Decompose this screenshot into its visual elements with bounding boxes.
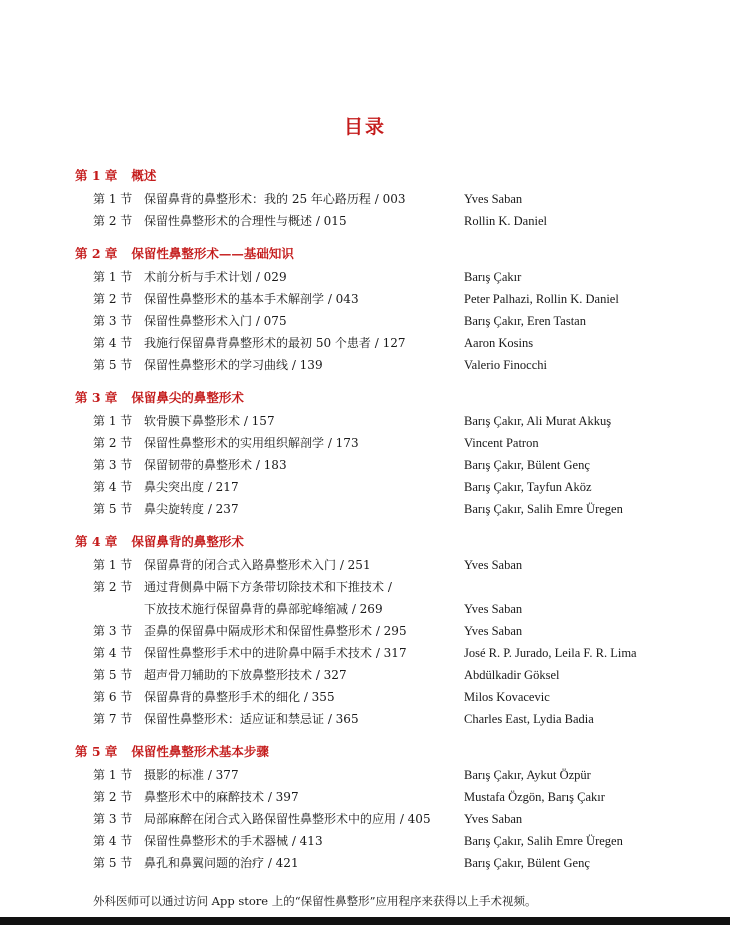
section-number: 第 7 节 [93,712,133,726]
section-author: Barış Çakır, Tayfun Aköz [464,480,592,494]
section-title: 保留性鼻整形术的学习曲线 / 139 [144,358,323,372]
section-author: Barış Çakır, Bülent Genç [464,458,590,472]
section-title: 保留性鼻整形术的合理性与概述 / 015 [144,214,347,228]
section-number: 第 2 节 [93,292,133,306]
section-title: 软骨膜下鼻整形术 / 157 [144,414,275,428]
section-author: Aaron Kosins [464,336,534,350]
section-title: 鼻整形术中的麻醉技术 / 397 [144,790,299,804]
section-title: 保留鼻背的鼻整形手术的细化 / 355 [144,690,335,704]
section-author: Barış Çakır, Eren Tastan [464,314,586,328]
section-number: 第 5 节 [93,358,133,372]
chapter-name: 保留性鼻整形术——基础知识 [131,246,294,261]
section-title: 鼻孔和鼻翼问题的治疗 / 421 [144,856,299,870]
toc-entry[interactable] [0,620,730,642]
section-number: 第 3 节 [93,458,133,472]
section-author: Milos Kovacevic [464,690,550,704]
section-author: Rollin K. Daniel [464,214,547,228]
section-title: 保留性鼻整形术的手术器械 / 413 [144,834,323,848]
section-number: 第 3 节 [93,624,133,638]
chapter-name: 保留鼻尖的鼻整形术 [131,390,244,405]
toc-entry[interactable] [0,476,730,498]
toc-entry[interactable] [0,432,730,454]
toc-entry[interactable] [0,266,730,288]
toc-entry[interactable] [0,786,730,808]
section-author: Yves Saban [464,602,523,616]
chapter-title[interactable] [0,532,730,552]
section-title: 保留性鼻整形术入门 / 075 [144,314,287,328]
section-number: 第 5 节 [93,856,133,870]
section-number: 第 1 节 [93,270,133,284]
section-author: Barış Çakır, Salih Emre Üregen [464,502,623,516]
toc-entry[interactable] [0,410,730,432]
chapter [0,244,730,376]
toc-entry[interactable] [0,332,730,354]
bottom-bar [0,917,730,925]
toc-entry[interactable] [0,830,730,852]
section-title: 保留韧带的鼻整形术 / 183 [144,458,287,472]
section-title: 我施行保留鼻背鼻整形术的最初 50 个患者 / 127 [144,336,406,350]
toc-entry[interactable] [0,708,730,730]
section-number: 第 4 节 [93,646,133,660]
chapter-title[interactable] [0,244,730,264]
section-title: 摄影的标准 / 377 [144,768,239,782]
chapter-name: 保留鼻背的鼻整形术 [131,534,244,549]
toc-entry[interactable] [0,498,730,520]
section-title: 保留性鼻整形手术中的进阶鼻中隔手术技术 / 317 [144,646,407,660]
section-author: Abdülkadir Göksel [464,668,560,682]
section-author: Barış Çakır, Aykut Özpür [464,768,591,782]
chapter-name: 概述 [131,168,157,183]
section-number: 第 1 节 [93,768,133,782]
chapter-number: 第 4 章 [75,534,118,549]
toc-entry[interactable] [0,576,730,620]
toc-entry[interactable] [0,454,730,476]
section-number: 第 2 节 [93,214,133,228]
section-number: 第 2 节 [93,436,133,450]
toc-entry[interactable] [0,188,730,210]
chapter-number: 第 3 章 [75,390,118,405]
section-author: José R. P. Jurado, Leila F. R. Lima [464,646,637,660]
section-author: Yves Saban [464,624,523,638]
page-title: 目录 [343,116,386,138]
chapter-title[interactable] [0,742,730,762]
section-number: 第 4 节 [93,480,133,494]
section-author: Yves Saban [464,192,523,206]
section-title: 保留性鼻整形术的基本手术解剖学 / 043 [144,292,359,306]
section-title: 保留性鼻整形术：适应证和禁忌证 / 365 [144,712,359,726]
section-author: Peter Palhazi, Rollin K. Daniel [464,292,619,306]
section-number: 第 3 节 [93,314,133,328]
chapter [0,166,730,232]
section-number: 第 1 节 [93,558,133,572]
chapter-number: 第 5 章 [75,744,118,759]
section-author: Barış Çakır, Ali Murat Akkuş [464,414,612,428]
toc-entry[interactable] [0,808,730,830]
section-author: Barış Çakır, Salih Emre Üregen [464,834,623,848]
chapter [0,388,730,520]
chapter-number: 第 2 章 [75,246,118,261]
section-title: 保留鼻背的闭合式入路鼻整形术入门 / 251 [144,558,371,572]
toc-entry[interactable] [0,354,730,376]
section-author: Mustafa Özgön, Barış Çakır [464,790,605,804]
section-number: 第 1 节 [93,192,133,206]
chapter [0,532,730,730]
section-title: 保留鼻背的鼻整形术：我的 25 年心路历程 / 003 [144,192,406,206]
section-title: 通过背侧鼻中隔下方条带切除技术和下推技术 / [144,580,392,594]
section-author: Yves Saban [464,812,523,826]
section-number: 第 5 节 [93,668,133,682]
section-author: Barış Çakır, Bülent Genç [464,856,590,870]
chapter-title[interactable] [0,166,730,186]
section-number: 第 2 节 [93,790,133,804]
section-number: 第 6 节 [93,690,133,704]
section-title: 鼻尖突出度 / 217 [144,480,239,494]
section-author: Valerio Finocchi [464,358,547,372]
toc-entry[interactable] [0,852,730,874]
chapter [0,742,730,874]
section-number: 第 5 节 [93,502,133,516]
section-author: Barış Çakır [464,270,522,284]
section-number: 第 3 节 [93,812,133,826]
section-title-continued: 下放技术施行保留鼻背的鼻部驼峰缩减 / 269 [144,602,383,616]
section-number: 第 4 节 [93,336,133,350]
section-author: Vincent Patron [464,436,539,450]
footnote: 外科医师可以通过访问 App store 上的“保留性鼻整形”应用程序来获得以上手术视频。 [93,894,537,908]
toc-entry[interactable] [0,310,730,332]
section-title: 术前分析与手术计划 / 029 [144,270,287,284]
section-title: 保留性鼻整形术的实用组织解剖学 / 173 [144,436,359,450]
toc-entry[interactable] [0,554,730,576]
toc-entry[interactable] [0,210,730,232]
section-title: 超声骨刀辅助的下放鼻整形技术 / 327 [144,668,347,682]
toc-entry[interactable] [0,642,730,664]
toc-entry[interactable] [0,288,730,310]
section-number: 第 4 节 [93,834,133,848]
section-title: 局部麻醉在闭合式入路保留性鼻整形术中的应用 / 405 [144,812,431,826]
toc-entry[interactable] [0,664,730,686]
toc-entry[interactable] [0,764,730,786]
section-author: Charles East, Lydia Badia [464,712,594,726]
table-of-contents [0,166,730,886]
section-author: Yves Saban [464,558,523,572]
section-title: 鼻尖旋转度 / 237 [144,502,239,516]
chapter-number: 第 1 章 [75,168,118,183]
section-number: 第 2 节 [93,580,133,594]
section-number: 第 1 节 [93,414,133,428]
chapter-title[interactable] [0,388,730,408]
chapter-name: 保留性鼻整形术基本步骤 [131,744,269,759]
toc-entry[interactable] [0,686,730,708]
section-title: 歪鼻的保留鼻中隔成形术和保留性鼻整形术 / 295 [144,624,407,638]
